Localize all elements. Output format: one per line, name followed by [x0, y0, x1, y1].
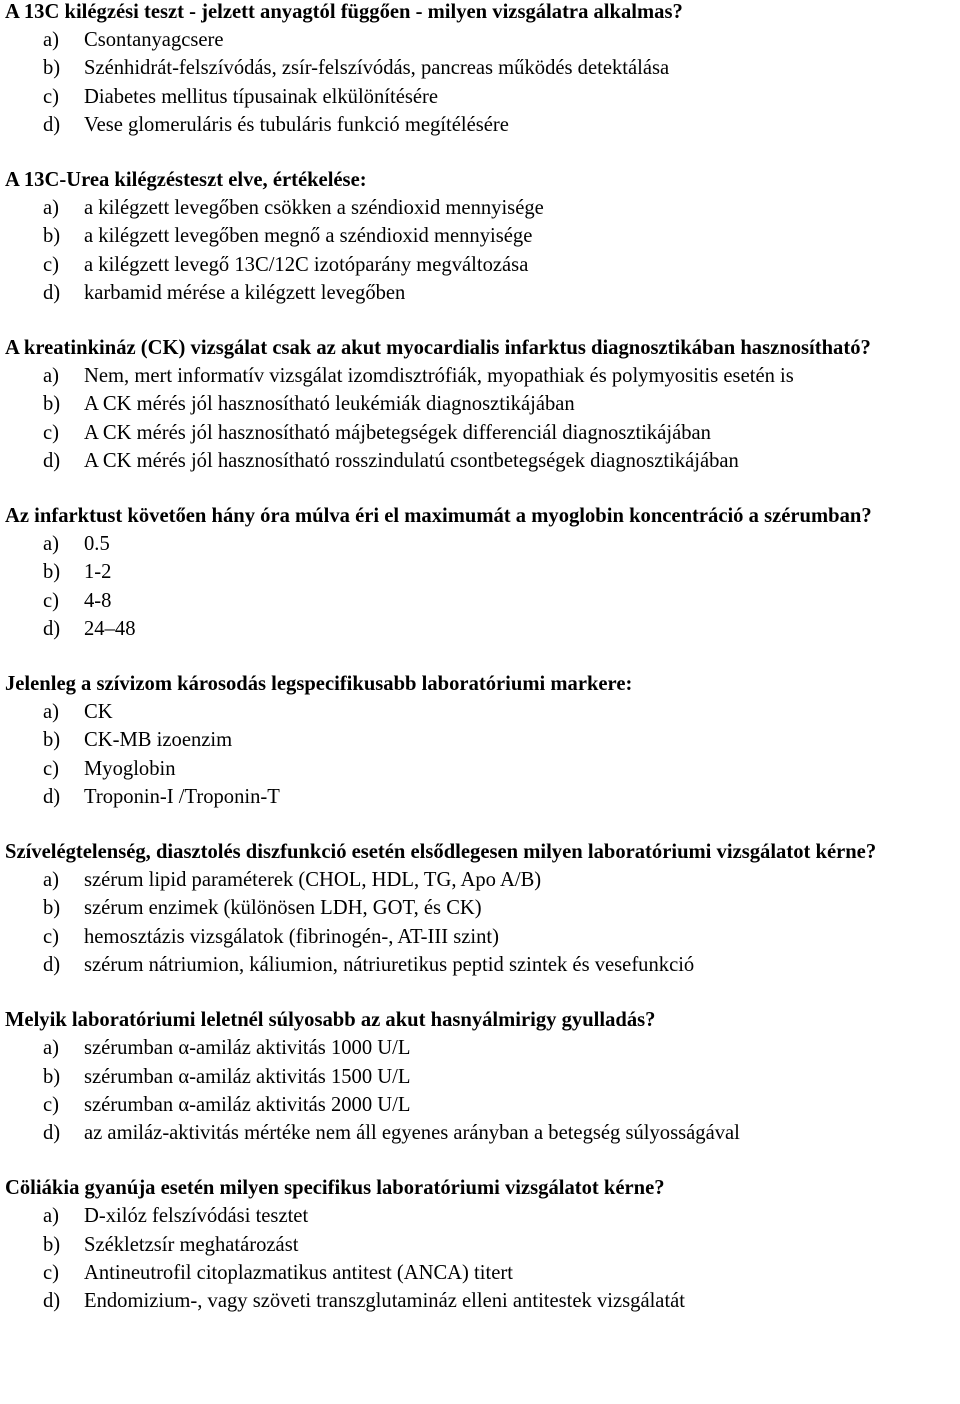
- option-text: a kilégzett levegőben csökken a széndioxid mennyisége: [84, 197, 544, 220]
- answer-option: [43, 866, 960, 894]
- answer-options: [5, 530, 960, 643]
- option-letter: c): [43, 253, 59, 276]
- option-text: CK-MB izoenzim: [84, 729, 233, 752]
- option-letter: b): [43, 561, 61, 584]
- question-3: [5, 334, 960, 475]
- option-letter: b): [43, 57, 61, 80]
- answer-option: [43, 894, 960, 922]
- answer-option: [43, 1287, 960, 1315]
- question-1: [5, 0, 960, 139]
- option-text: Szénhidrát-felszívódás, zsír-felszívódás, pancreas működés detektálása: [84, 57, 670, 80]
- answer-option: [43, 783, 960, 811]
- question-2: [5, 166, 960, 307]
- answer-option: [43, 1034, 960, 1062]
- answer-option: [43, 951, 960, 979]
- answer-option: [43, 1231, 960, 1259]
- option-text: szérum lipid paraméterek (CHOL, HDL, TG, Apo A/B): [84, 869, 542, 892]
- answer-options: [5, 1202, 960, 1315]
- option-text: szérumban α-amiláz aktivitás 1500 U/L: [84, 1065, 411, 1088]
- option-letter: d): [43, 1289, 61, 1312]
- answer-option: [43, 530, 960, 558]
- option-text: Csontanyagcsere: [84, 29, 224, 52]
- answer-option: [43, 755, 960, 783]
- option-text: Vese glomeruláris és tubuláris funkció megítélésére: [84, 113, 509, 136]
- option-letter: a): [43, 29, 59, 52]
- answer-option: [43, 726, 960, 754]
- option-text: az amiláz-aktivitás mértéke nem áll egyenes arányban a betegség súlyosságával: [84, 1121, 740, 1144]
- answer-option: [43, 251, 960, 279]
- option-letter: b): [43, 225, 61, 248]
- question-text: A kreatinkináz (CK) vizsgálat csak az akut myocardialis infarktus diagnosztikában hasznosítható?: [5, 337, 871, 360]
- answer-option: [43, 615, 960, 643]
- option-text: karbamid mérése a kilégzett levegőben: [84, 281, 406, 304]
- answer-option: [43, 1259, 960, 1287]
- answer-options: [5, 194, 960, 307]
- question-text: Szívelégtelenség, diasztolés diszfunkció esetén elsődlegesen milyen laboratóriumi vizsgálatot kérne?: [5, 841, 877, 864]
- option-letter: b): [43, 729, 61, 752]
- option-letter: b): [43, 897, 61, 920]
- option-letter: c): [43, 85, 59, 108]
- option-letter: b): [43, 1065, 61, 1088]
- answer-option: [43, 194, 960, 222]
- option-text: hemosztázis vizsgálatok (fibrinogén-, AT-III szint): [84, 925, 500, 948]
- option-letter: a): [43, 1205, 59, 1228]
- option-text: Troponin-I /Troponin-T: [84, 785, 280, 808]
- option-text: szérumban α-amiláz aktivitás 2000 U/L: [84, 1093, 411, 1116]
- question-6: [5, 838, 960, 979]
- answer-option: [43, 1091, 960, 1119]
- option-text: D-xilóz felszívódási tesztet: [84, 1205, 309, 1228]
- option-letter: b): [43, 1233, 61, 1256]
- question-5: [5, 670, 960, 811]
- question-4: [5, 502, 960, 643]
- option-letter: d): [43, 1121, 61, 1144]
- option-letter: c): [43, 421, 59, 444]
- answer-options: [5, 26, 960, 139]
- option-text: a kilégzett levegő 13C/12C izotóparány megváltozása: [84, 253, 529, 276]
- option-letter: b): [43, 393, 61, 416]
- option-letter: c): [43, 1093, 59, 1116]
- option-text: Diabetes mellitus típusainak elkülönítésére: [84, 85, 439, 108]
- answer-option: [43, 390, 960, 418]
- option-text: 1-2: [84, 561, 112, 584]
- option-text: Székletzsír meghatározást: [84, 1233, 299, 1256]
- option-letter: c): [43, 757, 59, 780]
- option-text: CK: [84, 701, 113, 724]
- option-letter: a): [43, 197, 59, 220]
- option-letter: d): [43, 617, 61, 640]
- answer-option: [43, 222, 960, 250]
- answer-option: [43, 279, 960, 307]
- option-letter: d): [43, 281, 61, 304]
- option-text: a kilégzett levegőben megnő a széndioxid mennyisége: [84, 225, 533, 248]
- question-8: [5, 1174, 960, 1315]
- question-text: Melyik laboratóriumi leletnél súlyosabb az akut hasnyálmirigy gyulladás?: [5, 1009, 656, 1032]
- option-letter: a): [43, 533, 59, 556]
- option-letter: d): [43, 953, 61, 976]
- option-letter: d): [43, 449, 61, 472]
- answer-option: [43, 447, 960, 475]
- option-text: 4-8: [84, 589, 112, 612]
- question-text: A 13C kilégzési teszt - jelzett anyagtól függően - milyen vizsgálatra alkalmas?: [5, 1, 683, 23]
- option-text: Endomizium-, vagy szöveti transzglutamináz elleni antitestek vizsgálatát: [84, 1289, 686, 1312]
- answer-option: [43, 1119, 960, 1147]
- question-text: Cöliákia gyanúja esetén milyen specifikus laboratóriumi vizsgálatot kérne?: [5, 1177, 665, 1200]
- option-letter: c): [43, 1261, 59, 1284]
- option-text: 0.5: [84, 533, 110, 556]
- option-letter: c): [43, 925, 59, 948]
- answer-option: [43, 54, 960, 82]
- option-letter: a): [43, 365, 59, 388]
- answer-option: [43, 1063, 960, 1091]
- option-text: A CK mérés jól hasznosítható májbetegségek differenciál diagnosztikájában: [84, 421, 711, 444]
- answer-option: [43, 587, 960, 615]
- option-letter: c): [43, 589, 59, 612]
- option-text: Nem, mert informatív vizsgálat izomdisztrófiák, myopathiak és polymyositis esetén is: [84, 365, 794, 388]
- option-text: A CK mérés jól hasznosítható leukémiák diagnosztikájában: [84, 393, 575, 416]
- option-letter: a): [43, 869, 59, 892]
- option-letter: d): [43, 785, 61, 808]
- answer-option: [43, 362, 960, 390]
- answer-option: [43, 26, 960, 54]
- answer-option: [43, 923, 960, 951]
- option-text: Antineutrofil citoplazmatikus antitest (ANCA) titert: [84, 1261, 513, 1284]
- answer-option: [43, 419, 960, 447]
- option-text: A CK mérés jól hasznosítható rosszindulatú csontbetegségek diagnosztikájában: [84, 449, 739, 472]
- question-text: Jelenleg a szívizom károsodás legspecifikusabb laboratóriumi markere:: [5, 673, 633, 696]
- answer-option: [43, 1202, 960, 1230]
- exam-page: [5, 0, 960, 1342]
- option-text: 24–48: [84, 617, 136, 640]
- option-text: szérum enzimek (különösen LDH, GOT, és CK): [84, 897, 482, 920]
- option-text: szérum nátriumion, káliumion, nátriuretikus peptid szintek és vesefunkció: [84, 953, 695, 976]
- answer-option: [43, 83, 960, 111]
- answer-options: [5, 866, 960, 979]
- option-text: szérumban α-amiláz aktivitás 1000 U/L: [84, 1037, 411, 1060]
- answer-option: [43, 698, 960, 726]
- option-letter: a): [43, 701, 59, 724]
- answer-option: [43, 558, 960, 586]
- answer-options: [5, 1034, 960, 1147]
- question-text: A 13C-Urea kilégzésteszt elve, értékelése:: [5, 169, 367, 192]
- answer-option: [43, 111, 960, 139]
- question-7: [5, 1006, 960, 1147]
- option-text: Myoglobin: [84, 757, 176, 780]
- question-text: Az infarktust követően hány óra múlva éri el maximumát a myoglobin koncentráció a szérumban?: [5, 505, 872, 528]
- option-letter: a): [43, 1037, 59, 1060]
- option-letter: d): [43, 113, 61, 136]
- answer-options: [5, 362, 960, 475]
- answer-options: [5, 698, 960, 811]
